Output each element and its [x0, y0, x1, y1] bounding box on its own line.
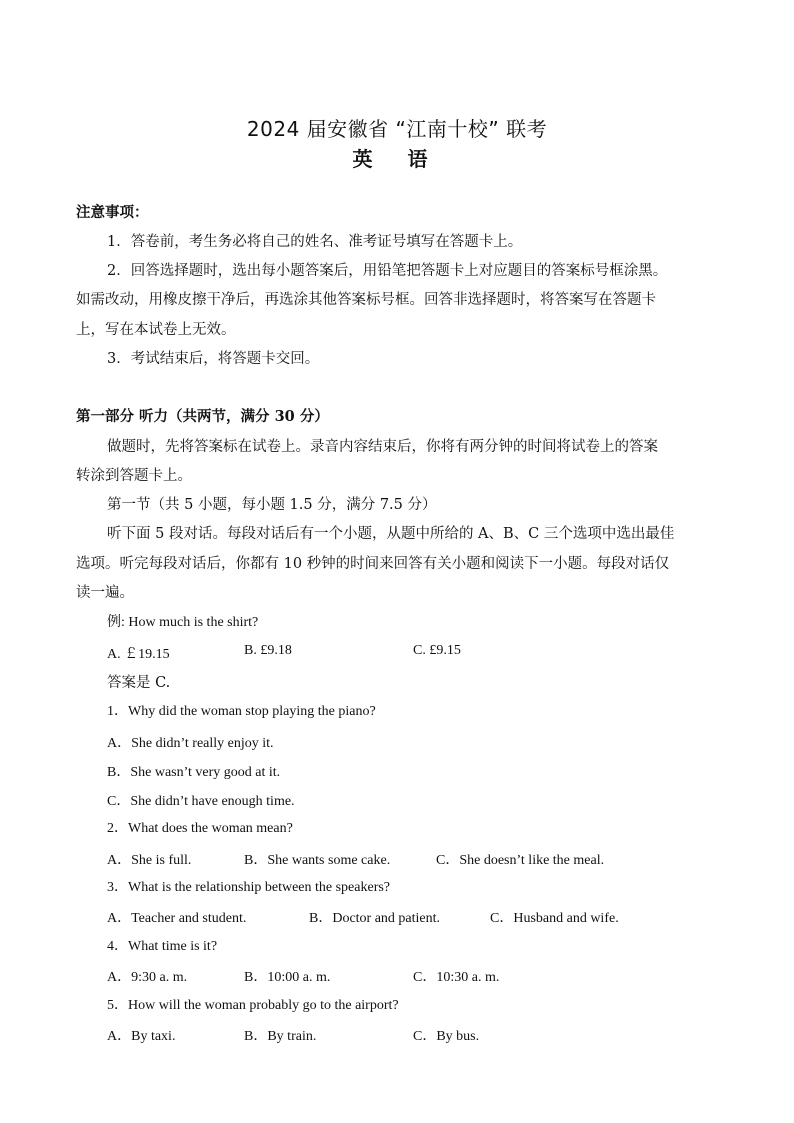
notice-item-2-line-2: 如需改动，用橡皮擦干净后，再选涂其他答案标号框。回答非选择题时，将答案写在答题卡: [76, 292, 656, 308]
question-1-option-b: B．She wasn’t very good at it.: [107, 765, 281, 780]
question-4-option-a: A．9:30 a. m.: [107, 970, 188, 985]
question-5: 5．How will the woman probably go to the airport?: [107, 998, 399, 1013]
example-option-b: B. £9.18: [244, 643, 292, 658]
section1-instructions-line-2: 选项。听完每段对话后，你都有 10 秒钟的时间来回答有关小题和阅读下一小题。每段对话仅: [76, 556, 670, 572]
example-question: 例: How much is the shirt?: [107, 615, 259, 630]
part1-heading: 第一部分 听力（共两节，满分 30 分）: [76, 408, 329, 425]
question-2: 2．What does the woman mean?: [107, 821, 293, 836]
example-option-a: A. ￡19.15: [107, 647, 170, 662]
question-2-option-a: A．She is full.: [107, 853, 192, 868]
question-5-option-b: B．By train.: [244, 1029, 317, 1044]
question-2-option-c: C．She doesn’t like the meal.: [436, 853, 605, 868]
question-4-option-b: B．10:00 a. m.: [244, 970, 331, 985]
exam-subject: 英 语: [352, 147, 442, 171]
notice-item-3: 3．考试结束后，将答题卡交回。: [107, 351, 320, 367]
example-answer: 答案是 C.: [107, 675, 171, 691]
question-3: 3．What is the relationship between the speakers?: [107, 880, 391, 895]
question-5-option-c: C．By bus.: [413, 1029, 480, 1044]
question-1: 1．Why did the woman stop playing the piano?: [107, 704, 376, 719]
question-3-option-a: A．Teacher and student.: [107, 911, 247, 926]
question-4-option-c: C．10:30 a. m.: [413, 970, 500, 985]
question-2-option-b: B．She wants some cake.: [244, 853, 391, 868]
notice-item-2-line-1: 2．回答选择题时，选出每小题答案后，用铅笔把答题卡上对应题目的答案标号框涂黑。: [107, 263, 668, 279]
section1-heading: 第一节（共 5 小题，每小题 1.5 分，满分 7.5 分）: [107, 497, 437, 513]
question-1-option-a: A．She didn’t really enjoy it.: [107, 736, 274, 751]
notice-item-1: 1．答卷前，考生务必将自己的姓名、准考证号填写在答题卡上。: [107, 234, 523, 250]
section1-instructions-line-1: 听下面 5 段对话。每段对话后有一个小题，从题中所给的 A、B、C 三个选项中选出最佳: [107, 526, 675, 542]
section1-instructions-line-3: 读一遍。: [76, 585, 134, 601]
example-option-c: C. £9.15: [413, 643, 461, 658]
question-1-option-c: C．She didn’t have enough time.: [107, 794, 295, 809]
question-3-option-b: B．Doctor and patient.: [309, 911, 441, 926]
exam-title: 2024 届安徽省 “江南十校” 联考: [246, 117, 548, 141]
notice-heading: 注意事项：: [76, 204, 149, 221]
question-4: 4．What time is it?: [107, 939, 218, 954]
part1-intro-line-2: 转涂到答题卡上。: [76, 468, 192, 484]
notice-item-2-line-3: 上，写在本试卷上无效。: [76, 322, 236, 338]
question-3-option-c: C．Husband and wife.: [490, 911, 619, 926]
part1-intro-line-1: 做题时，先将答案标在试卷上。录音内容结束后，你将有两分钟的时间将试卷上的答案: [107, 439, 658, 455]
question-5-option-a: A．By taxi.: [107, 1029, 176, 1044]
